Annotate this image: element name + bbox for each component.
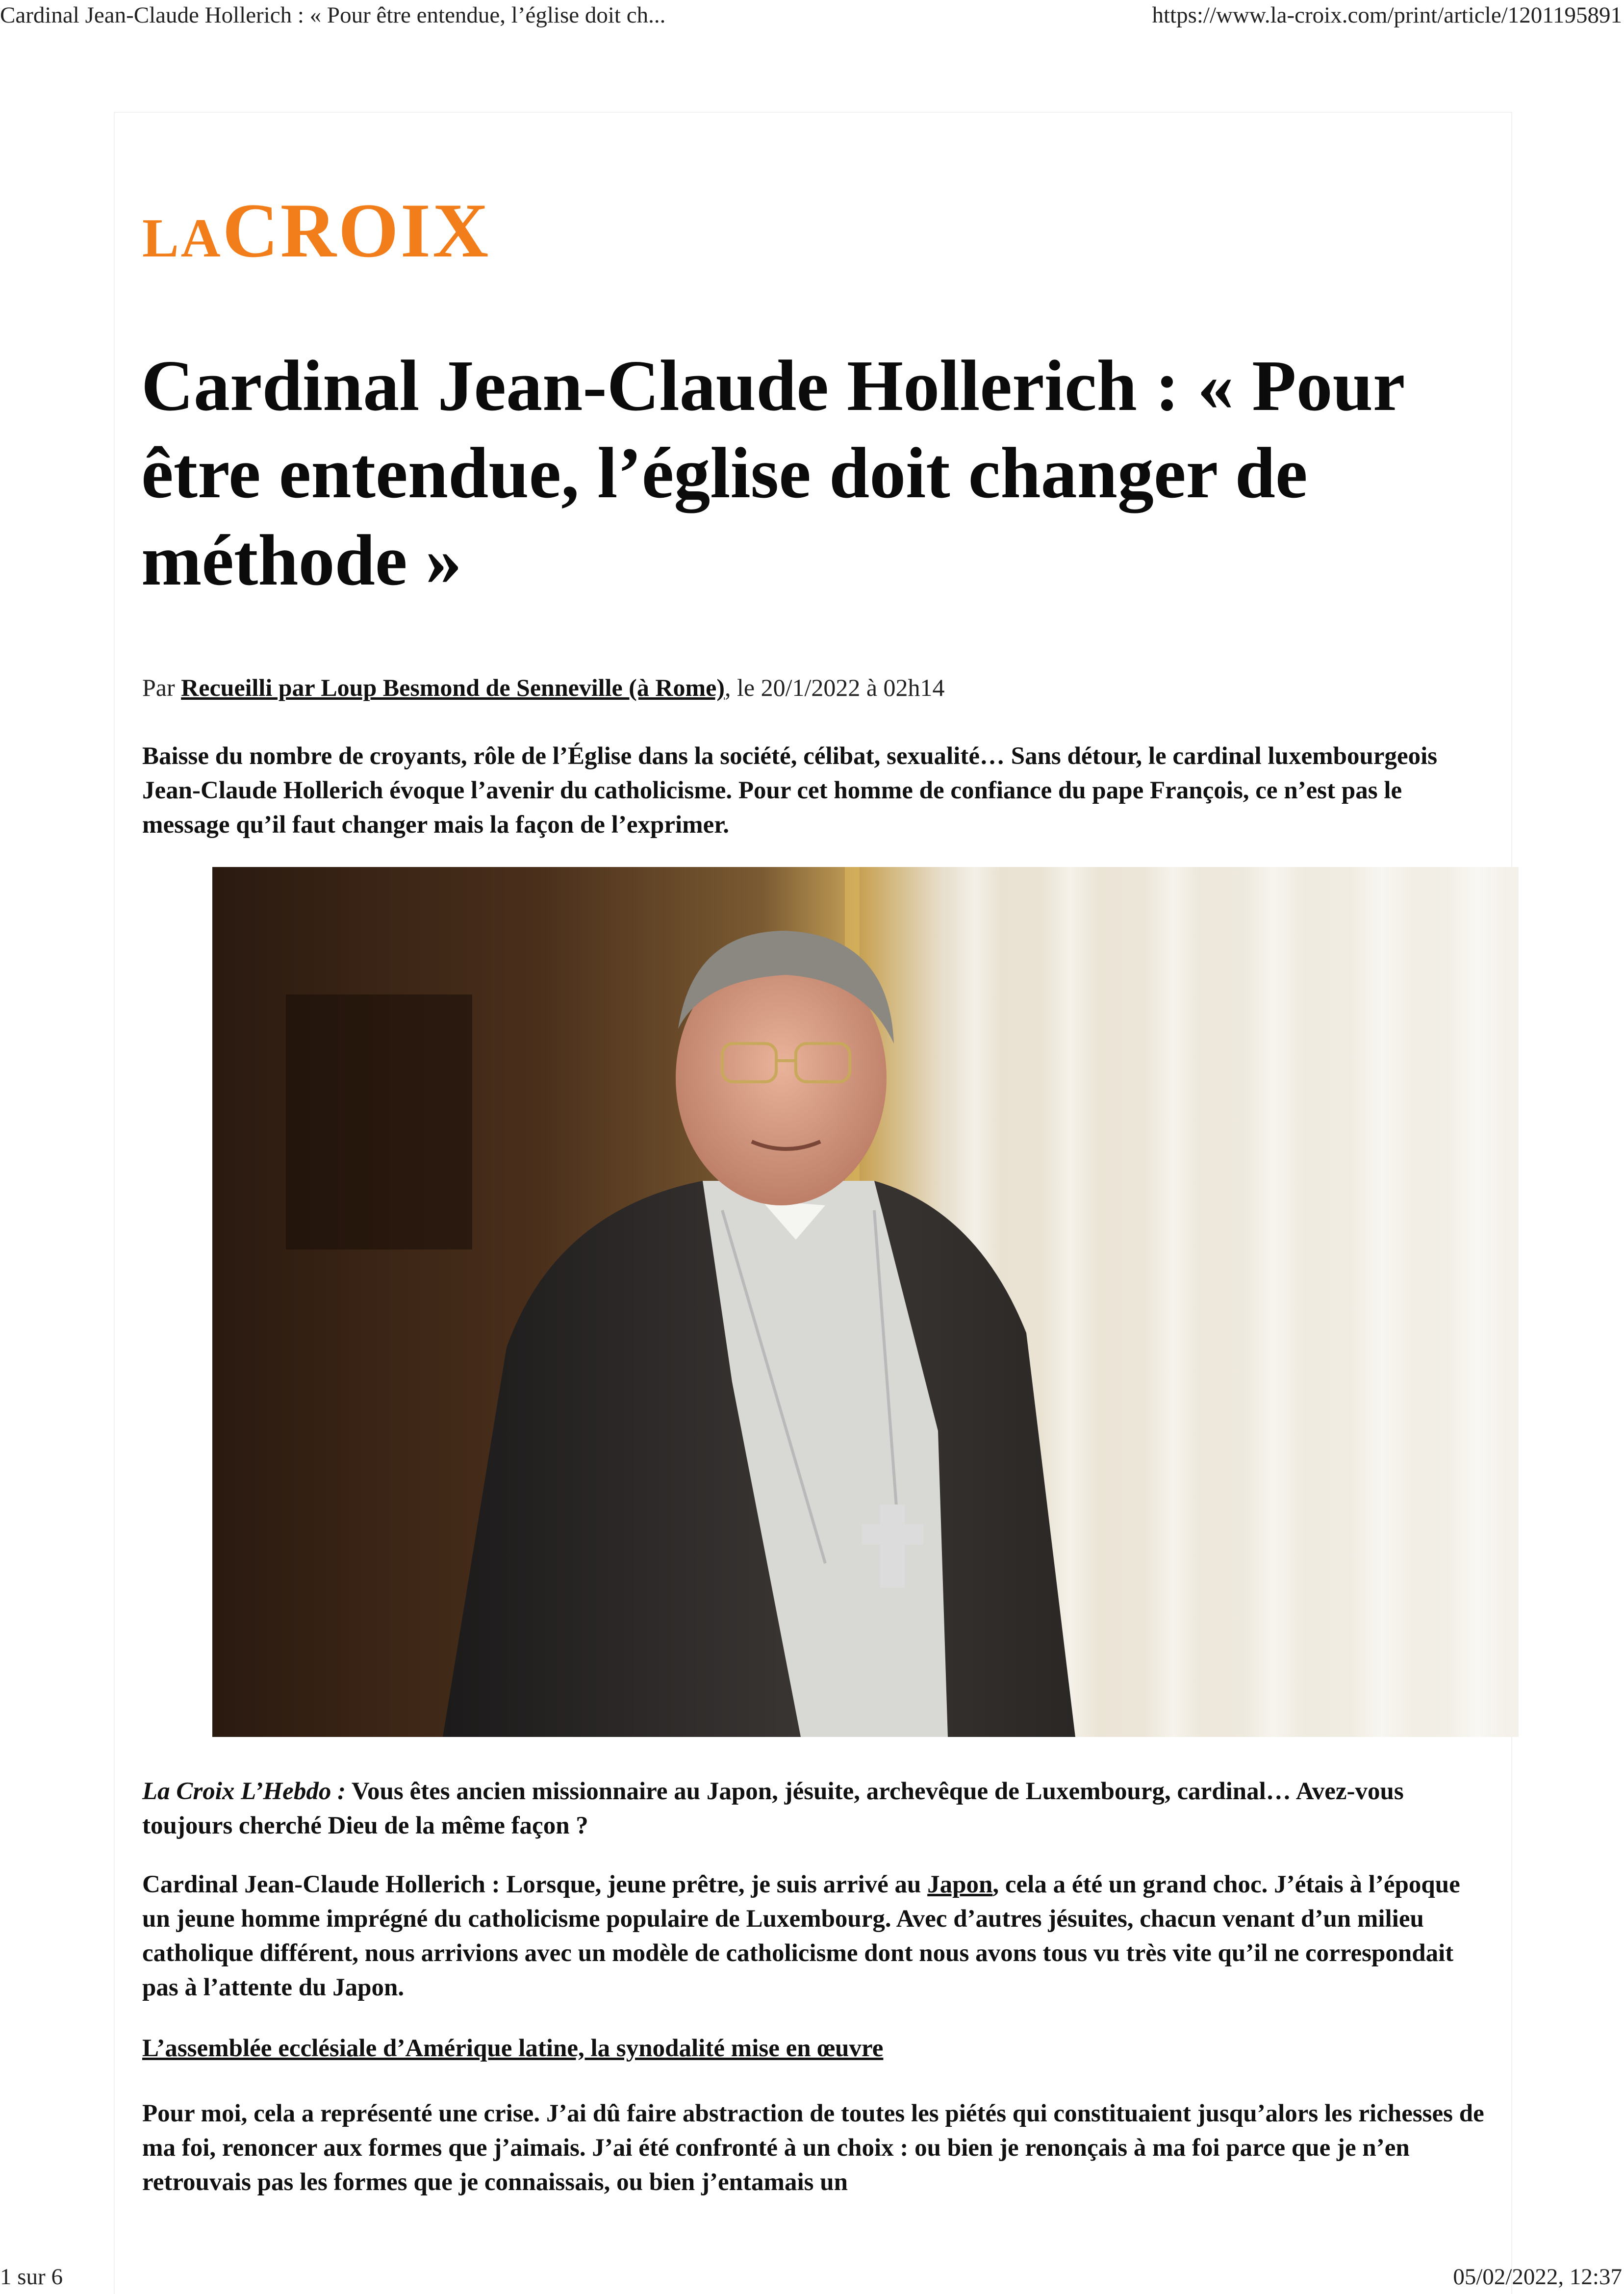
print-page-title: Cardinal Jean-Claude Hollerich : « Pour être entendue, l’église doit ch... [0, 2, 666, 28]
related-article-paragraph [142, 2031, 1486, 2065]
print-header [0, 0, 1624, 34]
article-lead: Baisse du nombre de croyants, rôle de l’Église dans la société, célibat, sexualité… Sans détour, le cardinal luxembourgeois Jean-Claude Hollerich évoque l’avenir du catholicisme. Pour cet homme de confiance du pape François, ce n’est pas le message qu’il faut changer mais la façon de l’exprimer. [142, 742, 1438, 839]
print-datetime: 05/02/2022, 12:37 [1453, 2264, 1622, 2290]
question-1: La Croix L’Hebdo : Vous êtes ancien missionnaire au Japon, jésuite, archevêque de Luxembourg, cardinal… Avez-vous toujours cherché Dieu de la même façon ? [142, 1778, 1404, 1839]
cardinal-portrait-photo [212, 867, 1519, 1737]
print-footer [0, 2262, 1624, 2294]
print-page-number: 1 sur 6 [0, 2264, 63, 2290]
la-croix-logo[interactable]: LACROIX [142, 188, 491, 274]
answer-2: Pour moi, cela a représenté une crise. J’ai dû faire abstraction de toutes les piétés qui constituaient jusqu’alors les richesses de ma foi, renoncer aux formes que j’aimais. J’ai été confronté à un choix : ou bien je renonçais à ma foi parce que je n’en retrouvais pas les formes que je connaissais, ou bien j’entamais un [142, 2100, 1484, 2196]
article-title: Cardinal Jean-Claude Hollerich : « Pour être entendue, l’église doit changer de méthode » [141, 346, 1404, 601]
answer-1: Cardinal Jean-Claude Hollerich : Lorsque, jeune prêtre, je suis arrivé au Japon, cela a été un grand choc. J’étais à l’époque un jeune homme imprégné du catholicisme populaire de Luxembourg. Avec d’autres jésuites, chacun venant d’un milieu catholique différent, nous arrivions avec un modèle de catholicisme dont nous avons tous vu très vite qu’il ne correspondait pas à l’attente du Japon. [142, 1871, 1460, 2001]
question-label: La Croix L’Hebdo : [142, 1778, 346, 1805]
author-link[interactable]: Recueilli par Loup Besmond de Senneville (à Rome) [181, 674, 725, 701]
related-article-link[interactable]: L’assemblée ecclésiale d’Amérique latine, la synodalité mise en œuvre [142, 2035, 884, 2062]
byline: Par Recueilli par Loup Besmond de Senneville (à Rome), le 20/1/2022 à 02h14 [142, 674, 945, 701]
japon-link[interactable]: Japon [927, 1871, 993, 1898]
print-url: https://www.la-croix.com/print/article/1201195891 [1152, 2, 1622, 28]
